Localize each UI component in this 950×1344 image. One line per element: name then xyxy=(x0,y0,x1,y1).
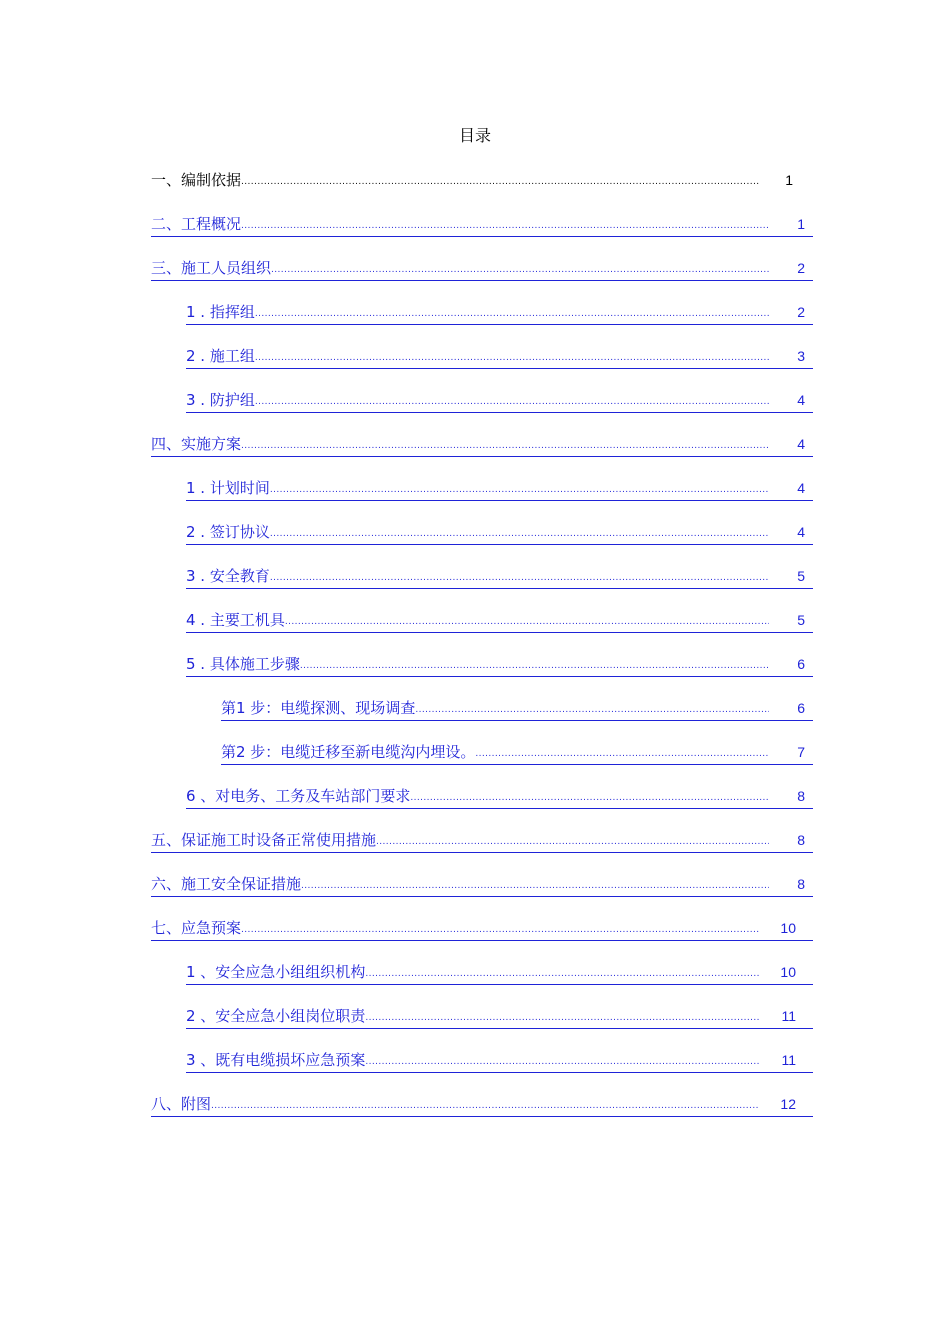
toc-entry-link[interactable] xyxy=(186,344,813,369)
toc-entry-label: 3 . 防护组 xyxy=(186,391,255,409)
toc-dot-leader xyxy=(300,659,769,673)
toc-dot-leader xyxy=(211,1099,759,1113)
toc-entry-link[interactable] xyxy=(186,388,813,413)
toc-entry-link[interactable] xyxy=(186,300,813,325)
toc-entry[interactable] xyxy=(151,828,813,872)
toc-entry[interactable] xyxy=(151,256,813,300)
toc-entry[interactable] xyxy=(151,564,813,608)
toc-page-number: 8 xyxy=(797,788,805,804)
toc-entry[interactable] xyxy=(151,960,813,1004)
toc-page-number: 8 xyxy=(797,832,805,848)
toc-entry-label: 一、编制依据 xyxy=(151,171,242,189)
toc-page-number: 6 xyxy=(797,656,805,672)
toc-entry-link[interactable] xyxy=(186,564,813,589)
toc-page-number: 4 xyxy=(797,392,805,408)
toc-entry-label: 第2 步：电缆迁移至新电缆沟内埋设。 xyxy=(221,743,476,761)
toc-entry[interactable] xyxy=(151,1092,813,1136)
toc-page-number: 8 xyxy=(797,876,805,892)
toc-entry-link[interactable] xyxy=(151,212,813,237)
toc-dot-leader xyxy=(410,791,769,805)
toc-entry[interactable] xyxy=(151,344,813,388)
toc-entry[interactable] xyxy=(151,784,813,828)
toc-entry[interactable] xyxy=(151,652,813,696)
toc-entry-label: 2 . 施工组 xyxy=(186,347,255,365)
toc-entry-link[interactable] xyxy=(151,256,813,281)
toc-page-number: 4 xyxy=(797,524,805,540)
toc-page-number: 2 xyxy=(797,304,805,320)
toc-page-number: 1 xyxy=(797,216,805,232)
toc-dot-leader xyxy=(270,483,769,497)
toc-entry[interactable] xyxy=(151,608,813,652)
toc-page-number: 10 xyxy=(780,920,796,936)
toc-entry-link[interactable] xyxy=(186,520,813,545)
toc-dot-leader xyxy=(365,967,759,981)
toc-entry[interactable] xyxy=(151,1048,813,1092)
toc-entry-label: 2 . 签订协议 xyxy=(186,523,270,541)
toc-entry-link[interactable] xyxy=(151,1092,813,1117)
toc-dot-leader xyxy=(255,395,769,409)
toc-page-number: 11 xyxy=(781,1052,796,1068)
toc-entry-label: 3 、既有电缆损坏应急预案 xyxy=(186,1051,366,1069)
toc-entry[interactable] xyxy=(151,520,813,564)
toc-entry-link[interactable] xyxy=(151,872,813,897)
toc-entry-link[interactable] xyxy=(186,1048,813,1073)
toc-dot-leader xyxy=(376,835,769,849)
toc-page-number: 4 xyxy=(797,436,805,452)
toc-entry-label: 5 . 具体施工步骤 xyxy=(186,655,300,673)
toc-entry[interactable] xyxy=(151,872,813,916)
toc-entry[interactable] xyxy=(151,1004,813,1048)
toc-entry-label: 三、施工人员组织 xyxy=(151,259,272,277)
toc-entry-link[interactable] xyxy=(186,1004,813,1029)
toc-dot-leader xyxy=(241,923,759,937)
toc-entry-link[interactable] xyxy=(221,696,813,721)
toc-entry-line xyxy=(151,168,813,192)
toc-dot-leader xyxy=(365,1055,759,1069)
toc-page-number: 5 xyxy=(797,612,805,628)
toc-entry-link[interactable] xyxy=(151,432,813,457)
toc-entry-label: 第1 步：电缆探测、现场调查 xyxy=(221,699,416,717)
toc-page-number: 3 xyxy=(797,348,805,364)
toc-entry[interactable] xyxy=(151,432,813,476)
toc-entry-label: 2 、安全应急小组岗位职责 xyxy=(186,1007,366,1025)
toc-dot-leader xyxy=(255,351,769,365)
toc-dot-leader xyxy=(365,1011,759,1025)
toc-entry-label: 五、保证施工时设备正常使用措施 xyxy=(151,831,377,849)
toc-entry[interactable] xyxy=(151,740,813,784)
toc-dot-leader xyxy=(285,615,769,629)
toc-title: 目录 xyxy=(458,126,491,145)
toc-entry[interactable] xyxy=(151,696,813,740)
toc-entry-label: 1 . 计划时间 xyxy=(186,479,270,497)
toc-dot-leader xyxy=(270,571,769,585)
table-of-contents xyxy=(151,168,813,1136)
toc-entry-link[interactable] xyxy=(186,476,813,501)
toc-entry-label: 二、工程概况 xyxy=(151,215,242,233)
toc-dot-leader xyxy=(241,175,759,189)
toc-dot-leader xyxy=(475,747,769,761)
toc-entry[interactable] xyxy=(151,476,813,520)
toc-entry[interactable] xyxy=(151,212,813,256)
toc-entry-link[interactable] xyxy=(186,960,813,985)
toc-entry-label: 八、附图 xyxy=(151,1095,212,1113)
toc-page-number: 6 xyxy=(797,700,805,716)
toc-dot-leader xyxy=(415,703,769,717)
toc-entry-link[interactable] xyxy=(151,828,813,853)
toc-page-number: 7 xyxy=(797,744,805,760)
toc-page-number: 5 xyxy=(797,568,805,584)
toc-entry-label: 3 . 安全教育 xyxy=(186,567,270,585)
toc-dot-leader xyxy=(241,439,769,453)
toc-page-number: 4 xyxy=(797,480,805,496)
toc-dot-leader xyxy=(255,307,769,321)
toc-dot-leader xyxy=(241,219,769,233)
toc-entry-label: 四、实施方案 xyxy=(151,435,242,453)
toc-dot-leader xyxy=(271,263,769,277)
toc-dot-leader xyxy=(270,527,769,541)
toc-entry[interactable] xyxy=(151,916,813,960)
toc-entry-label: 1 、安全应急小组组织机构 xyxy=(186,963,366,981)
toc-page-number: 2 xyxy=(797,260,805,276)
toc-entry-label: 七、应急预案 xyxy=(151,919,242,937)
toc-entry-link[interactable] xyxy=(186,608,813,633)
toc-page-number: 11 xyxy=(781,1008,796,1024)
toc-page-number: 10 xyxy=(780,964,796,980)
toc-entry xyxy=(151,168,813,212)
toc-entry-link[interactable] xyxy=(186,652,813,677)
toc-page-number: 1 xyxy=(785,172,793,188)
toc-entry-label: 六、施工安全保证措施 xyxy=(151,875,302,893)
toc-entry-link[interactable] xyxy=(221,740,813,765)
toc-page-number: 12 xyxy=(780,1096,796,1112)
toc-entry-link[interactable] xyxy=(151,916,813,941)
toc-entry[interactable] xyxy=(151,300,813,344)
toc-dot-leader xyxy=(301,879,769,893)
toc-entry-label: 6 、对电务、工务及车站部门要求 xyxy=(186,787,411,805)
toc-entry[interactable] xyxy=(151,388,813,432)
toc-entry-label: 1 . 指挥组 xyxy=(186,303,255,321)
toc-entry-label: 4 . 主要工机具 xyxy=(186,611,285,629)
toc-entry-link[interactable] xyxy=(186,784,813,809)
